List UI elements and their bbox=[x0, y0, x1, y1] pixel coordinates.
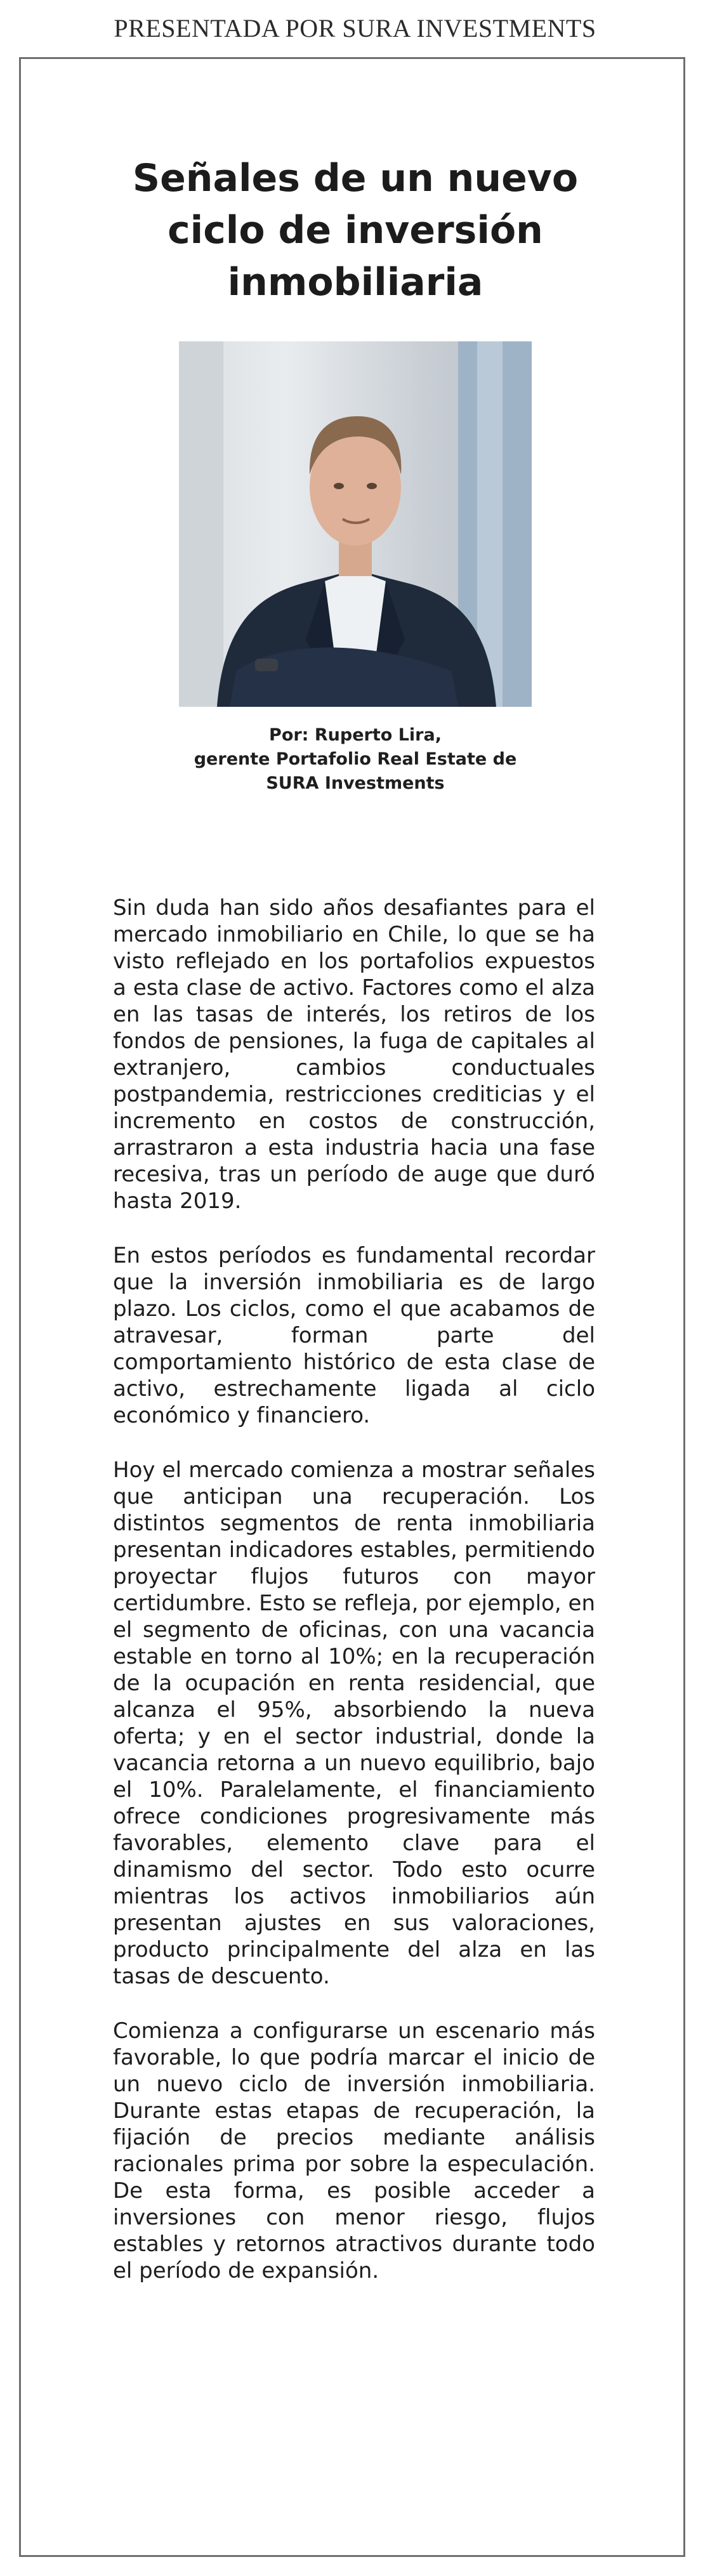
byline-company: SURA Investments bbox=[266, 773, 445, 793]
sponsor-label: PRESENTADA POR SURA INVESTMENTS bbox=[114, 13, 596, 43]
title-line: inmobiliaria bbox=[227, 260, 483, 305]
page-header bbox=[0, 0, 710, 56]
byline-name: Por: Ruperto Lira, bbox=[269, 725, 442, 745]
title-line: Señales de un nuevo bbox=[132, 156, 579, 200]
paragraph: Sin duda han sido años desafiantes para el mercado inmobiliario en Chile, lo que se ha visto reflejado en los portafolios expuestos a esta clase de activo. Factores como el alza en las tasas de interés, los retiros de los fondos de pensiones, la fuga de capitales al extranjero, cambios conductuales postpandemia, restricciones crediticias y el incremento en costos de construcción, arrastraron a esta industria hacia una fase recesiva, tras un período de auge que duró hasta 2019. bbox=[113, 895, 595, 1214]
byline-role: gerente Portafolio Real Estate de bbox=[194, 749, 517, 769]
paragraph: En estos períodos es fundamental recordar que la inversión inmobiliaria es de largo plazo. Los ciclos, como el que acabamos de atravesar, forman parte del comportamiento histórico de esta clase de activo, estrechamente ligada al ciclo económico y financiero. bbox=[113, 1243, 595, 1428]
article-title bbox=[38, 152, 673, 308]
author-byline bbox=[102, 723, 609, 796]
title-line: ciclo de inversión bbox=[168, 208, 543, 253]
portrait-illustration bbox=[179, 341, 532, 707]
article-body bbox=[113, 895, 595, 2312]
paragraph: Comienza a configurarse un escenario más favorable, lo que podría marcar el inicio de un nuevo ciclo de inversión inmobiliaria. Durante estas etapas de recuperación, la fijación de precios mediante análisis racionales prima por sobre la especulación. De esta forma, es posible acceder a inversiones con menor riesgo, flujos estables y retornos atractivos durante todo el período de expansión. bbox=[113, 2018, 595, 2284]
author-photo bbox=[179, 341, 532, 707]
paragraph: Hoy el mercado comienza a mostrar señales que anticipan una recuperación. Los distintos segmentos de renta inmobiliaria presentan indicadores estables, permitiendo proyectar flujos futuros con mayor certidumbre. Esto se refleja, por ejemplo, en el segmento de oficinas, con una vacancia estable en torno al 10%; en la recuperación de la ocupación en renta residencial, que alcanza el 95%, absorbiendo la nueva oferta; y en el sector industrial, donde la vacancia retorna a un nuevo equilibrio, bajo el 10%. Paralelamente, el financiamiento ofrece condiciones progresivamente más favorables, elemento clave para el dinamismo del sector. Todo esto ocurre mientras los activos inmobiliarios aún presentan ajustes en sus valoraciones, producto principalmente del alza en las tasas de descuento. bbox=[113, 1457, 595, 1989]
